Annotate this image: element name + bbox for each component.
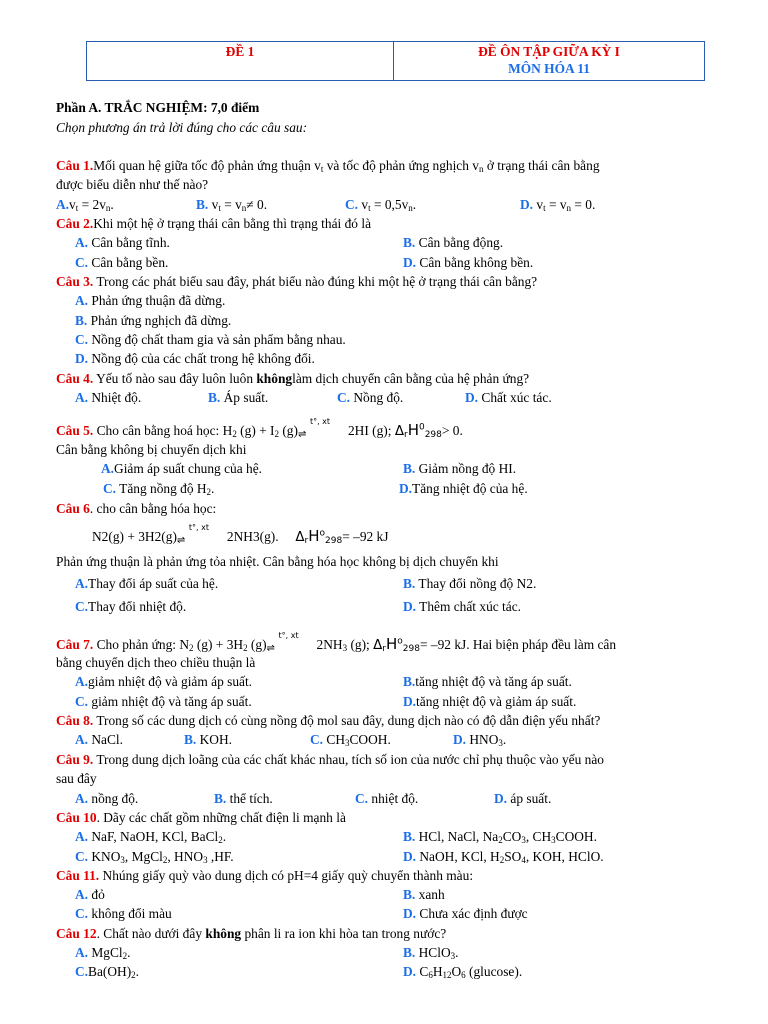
option-text: Phản ứng nghịch đã dừng. xyxy=(90,313,232,328)
question-12 xyxy=(56,925,446,942)
enthalpy-symbol: $\Delta_rH^o_{298}$ xyxy=(373,635,420,654)
q1-option-a[interactable]: $A.v_t = 2v_n$. xyxy=(56,197,114,213)
q9-option-d[interactable] xyxy=(494,790,551,807)
q12-option-b[interactable]: B. HClO$_3$. xyxy=(403,945,459,961)
part-title: Phần A. TRẮC NGHIỆM: 7,0 điểm xyxy=(56,100,260,115)
q6-option-a[interactable] xyxy=(75,575,218,592)
option-letter: C. xyxy=(355,791,369,806)
option-text: tăng nhiệt độ và giảm áp suất. xyxy=(416,694,577,709)
option-letter: A. xyxy=(75,791,89,806)
option-letter: B. xyxy=(403,674,416,689)
option-letter: B. xyxy=(403,887,416,902)
q10-option-c[interactable]: C. $KNO_3$, MgCl$_2$, $HNO_3$ ,HF. xyxy=(75,849,234,865)
q11-option-a[interactable] xyxy=(75,886,105,903)
question-text: phân li ra ion khi hòa tan trong nước? xyxy=(241,926,447,941)
option-letter: C. xyxy=(75,964,89,979)
option-letter: B. xyxy=(208,390,221,405)
option-letter: B. xyxy=(403,235,416,250)
equilibrium-arrow-icon: t°, xt ⇌ xyxy=(266,631,299,654)
option-letter: A. xyxy=(75,235,89,250)
option-text: Tăng nồng độ H xyxy=(119,481,207,496)
q1-option-c[interactable]: C. $v_t = 0,5v_n$. xyxy=(345,197,417,213)
question-text: và tốc độ phản ứng nghịch v xyxy=(323,158,479,173)
option-letter: A. xyxy=(75,390,89,405)
option-letter: A. xyxy=(75,732,89,747)
question-text: . Dãy các chất gồm những chất điện li mạnh là xyxy=(96,810,346,825)
q11-option-c[interactable] xyxy=(75,905,172,922)
q1-option-b[interactable]: B. $v_t = v_n\ne 0$. xyxy=(196,197,268,213)
question-6 xyxy=(56,500,216,517)
option-letter: B. xyxy=(196,197,209,212)
q2-option-b[interactable] xyxy=(403,234,503,251)
option-text: đỏ xyxy=(91,887,105,902)
q12-option-c[interactable]: $C.Ba(OH)_2$. xyxy=(75,964,140,980)
question-label: Câu 9. xyxy=(56,752,94,767)
option-text: Giảm nồng độ HI. xyxy=(418,461,517,476)
option-letter: B. xyxy=(214,791,227,806)
option-text: Phản ứng thuận đã dừng. xyxy=(91,293,226,308)
question-text: Trong các phát biểu sau đây, phát biểu nào đúng khi một hệ ở trạng thái cân bằng? xyxy=(93,274,538,289)
q7-option-d[interactable] xyxy=(403,693,576,710)
exam-title-line1: ĐỀ ÔN TẬP GIỮA KỲ I xyxy=(478,44,620,59)
q2-option-a[interactable] xyxy=(75,234,170,251)
q8-option-a[interactable] xyxy=(75,731,123,748)
option-text: nhiệt độ. xyxy=(371,791,419,806)
question-label: Câu 11. xyxy=(56,868,100,883)
question-label: Câu 8. xyxy=(56,713,94,728)
option-letter: C. xyxy=(337,390,351,405)
option-text: KOH. xyxy=(199,732,232,747)
option-letter: C. xyxy=(310,732,324,747)
question-text: = –92 kJ. Hai biện pháp đều làm cân xyxy=(419,637,617,652)
option-letter: B. xyxy=(184,732,197,747)
question-label: Câu 12 xyxy=(56,926,97,941)
option-letter: C. xyxy=(75,694,89,709)
option-letter: D. xyxy=(453,732,467,747)
option-text: Giảm áp suất chung của hệ. xyxy=(114,461,263,476)
option-text: xanh xyxy=(418,887,445,902)
option-text: Tăng nhiệt độ của hệ. xyxy=(412,481,528,496)
option-letter: B. xyxy=(403,945,416,960)
q4-option-a[interactable] xyxy=(75,389,141,406)
q12-option-a[interactable]: A. MgCl$_2$. xyxy=(75,945,131,961)
q6-option-c[interactable] xyxy=(75,598,186,615)
q8-option-c[interactable]: C. $CH_3COOH$. xyxy=(310,732,391,748)
option-text: Cân bằng không bền. xyxy=(419,255,534,270)
option-letter: A. xyxy=(75,945,89,960)
q5-option-c[interactable]: C. Tăng nồng độ $H_2$. xyxy=(103,481,215,497)
equation-left: N2(g) + 3H2(g) xyxy=(92,529,177,544)
question-text: Trong số các dung dịch có cùng nồng độ mol sau đây, dung dịch nào có độ dẫn điện yếu nhất? xyxy=(93,713,601,728)
question-6-line2: Phản ứng thuận là phản ứng tỏa nhiệt. Cân bằng hóa học không bị dịch chuyển khi xyxy=(56,554,499,569)
option-letter: D. xyxy=(403,255,417,270)
option-letter: A. xyxy=(101,461,115,476)
option-letter: C. xyxy=(75,255,89,270)
question-text: . Chất nào dưới đây xyxy=(96,926,206,941)
question-5-line2: Cân bằng không bị chuyển dịch khi xyxy=(56,442,247,457)
instruction: Chọn phương án trả lời đúng cho các câu sau: xyxy=(56,120,308,135)
option-letter: A. xyxy=(75,576,89,591)
option-text: Nồng độ của các chất trong hệ không đổi. xyxy=(91,351,315,366)
question-6-equation xyxy=(92,523,389,546)
q4-option-b[interactable] xyxy=(208,389,268,406)
option-text: giảm nhiệt độ và giảm áp suất. xyxy=(88,674,253,689)
option-text: Áp suất. xyxy=(223,390,269,405)
question-label: Câu 3. xyxy=(56,274,94,289)
option-letter: C. xyxy=(75,332,89,347)
question-text: Yếu tố nào sau đây luôn luôn xyxy=(93,371,257,386)
option-letter: C. xyxy=(75,849,89,864)
equilibrium-arrow-icon: t°, xt ⇌ xyxy=(176,523,209,546)
question-label: Câu 6 xyxy=(56,501,90,516)
option-letter: B. xyxy=(75,313,88,328)
option-letter: C. xyxy=(345,197,359,212)
option-text: tăng nhiệt độ và tăng áp suất. xyxy=(415,674,572,689)
q3-option-d[interactable] xyxy=(75,350,315,367)
enthalpy-symbol: $\Delta_rH^o_{298}$ xyxy=(295,527,343,546)
q3-option-a[interactable] xyxy=(75,292,225,309)
option-text: thể tích. xyxy=(229,791,273,806)
question-emphasis: không xyxy=(205,926,242,941)
q4-option-c[interactable] xyxy=(337,389,403,406)
option-text: Chất xúc tác. xyxy=(481,390,552,405)
question-text: . cho cân bằng hóa học: xyxy=(89,501,217,516)
q5-option-a[interactable] xyxy=(101,460,262,477)
q10-option-b[interactable]: B. HCl, NaCl, $Na_2CO_3$, $CH_3COOH$. xyxy=(403,829,597,845)
question-label: Câu 7. xyxy=(56,637,94,652)
option-text: Nồng độ. xyxy=(353,390,404,405)
q5-option-b[interactable] xyxy=(403,460,516,477)
option-text: áp suất. xyxy=(510,791,552,806)
option-letter: D. xyxy=(75,351,89,366)
question-9 xyxy=(56,751,604,768)
option-text: Thay đổi nhiệt độ. xyxy=(88,599,187,614)
option-letter: B. xyxy=(403,829,416,844)
question-text: Mối quan hệ giữa tốc độ phản ứng thuận v xyxy=(93,158,321,173)
option-text: Cân bằng tĩnh. xyxy=(91,235,170,250)
q6-option-d[interactable] xyxy=(403,598,521,615)
option-letter: A. xyxy=(75,674,89,689)
option-text: Cân bằng động. xyxy=(418,235,504,250)
q2-option-d[interactable] xyxy=(403,254,533,271)
option-letter: D. xyxy=(465,390,479,405)
question-8 xyxy=(56,712,600,729)
question-5: Câu 5. Cho cân bằng hoá học: $H_2$ $(g) + I_2$ (g) t°, xt ⇌ 2HI (g); $\Delta_rH^0_{298}> 0$. xyxy=(56,417,463,440)
option-letter: C. xyxy=(103,481,117,496)
question-text: ở trạng thái cân bằng xyxy=(483,158,600,173)
option-text: Nồng độ chất tham gia và sản phẩm bằng nhau. xyxy=(91,332,346,347)
header-table xyxy=(86,41,705,81)
option-letter: A. xyxy=(75,293,89,308)
q4-option-d[interactable] xyxy=(465,389,552,406)
q7-option-c[interactable] xyxy=(75,693,252,710)
question-7-line2: bằng chuyển dịch theo chiều thuận là xyxy=(56,655,256,670)
option-letter: D. xyxy=(403,906,417,921)
question-3 xyxy=(56,273,537,290)
exam-subject: MÔN HÓA 11 xyxy=(508,61,590,76)
option-letter: D. xyxy=(399,481,413,496)
question-text: Trong dung dịch loãng của các chất khác nhau, tích số ion của nước chỉ phụ thuộc vào yếu nào xyxy=(93,752,604,767)
q9-option-c[interactable] xyxy=(355,790,418,807)
option-text: không đổi màu xyxy=(91,906,172,921)
option-letter: A. xyxy=(56,197,70,212)
option-letter: D. xyxy=(520,197,534,212)
option-letter: D. xyxy=(403,964,417,979)
exam-number: ĐỀ 1 xyxy=(87,42,394,80)
question-2 xyxy=(56,215,371,232)
option-text: Nhiệt độ. xyxy=(91,390,142,405)
equation-right: 2NH3(g). xyxy=(226,529,279,544)
option-text: Thay đổi nồng độ N2. xyxy=(418,576,537,591)
q11-option-b[interactable] xyxy=(403,886,445,903)
option-text: Thay đổi áp suất của hệ. xyxy=(88,576,219,591)
option-text: HNO xyxy=(469,732,499,747)
question-label: Câu 1. xyxy=(56,158,94,173)
option-letter: A. xyxy=(75,829,89,844)
option-text: Cân bằng bền. xyxy=(91,255,169,270)
q8-option-b[interactable] xyxy=(184,731,232,748)
exam-title xyxy=(394,42,704,80)
question-label: Câu 4. xyxy=(56,371,94,386)
enthalpy-symbol: $\Delta_rH^0_{298}$ xyxy=(394,421,442,440)
option-letter: A. xyxy=(75,887,89,902)
option-letter: D. xyxy=(494,791,508,806)
option-letter: B. xyxy=(403,576,416,591)
option-text: Chưa xác định được xyxy=(419,906,528,921)
q10-option-d[interactable]: D. NaOH, KCl, $H_2SO_4$, KOH, HClO. xyxy=(403,849,604,865)
question-4 xyxy=(56,370,529,387)
question-label: Câu 10 xyxy=(56,810,97,825)
question-1-line2: được biểu diễn như thế nào? xyxy=(56,177,209,192)
enthalpy-value: = –92 kJ xyxy=(342,529,389,544)
q7-option-b[interactable] xyxy=(403,673,572,690)
q10-option-a[interactable]: A. NaF, NaOH, KCl, BaCl$_2$. xyxy=(75,829,227,845)
q1-option-d[interactable]: D. $v_t = v_n = 0$. xyxy=(520,197,596,213)
question-text: Cho phản ứng: N xyxy=(93,637,189,652)
option-letter: D. xyxy=(403,849,417,864)
q12-option-d[interactable]: D. $C_6H_{12}O_6$ (glucose). xyxy=(403,964,523,980)
q7-option-a[interactable] xyxy=(75,673,252,690)
question-9-line2: sau đây xyxy=(56,771,97,786)
option-text: giảm nhiệt độ và tăng áp suất. xyxy=(91,694,252,709)
question-11 xyxy=(56,867,473,884)
q9-option-b[interactable] xyxy=(214,790,273,807)
option-letter: C. xyxy=(75,906,89,921)
q6-option-b[interactable] xyxy=(403,575,536,592)
question-1: Câu 1.Mối quan hệ giữa tốc độ phản ứng thuận $v_t$ và tốc độ phản ứng nghịch $v_n$ ở trạng thái cân bằng xyxy=(56,158,600,174)
equilibrium-arrow-icon: t°, xt ⇌ xyxy=(297,417,331,440)
question-emphasis: không xyxy=(256,371,293,386)
question-text: Khi một hệ ở trạng thái cân bằng thì trạng thái đó là xyxy=(93,216,372,231)
q3-option-c[interactable] xyxy=(75,331,346,348)
question-7: Câu 7. Cho phản ứng: $N_2$ $(g) + 3H_2$ (g) t°, xt ⇌ $2NH_3$ (g); $\Delta_rH^o_{298}= -92$ kJ. Hai biện pháp đều làm cân xyxy=(56,631,617,654)
question-10 xyxy=(56,809,346,826)
q5-option-d[interactable] xyxy=(399,480,528,497)
question-text: Cho cân bằng hoá học: H xyxy=(93,423,233,438)
question-label: Câu 2. xyxy=(56,216,94,231)
option-text: CH xyxy=(326,732,345,747)
option-text: Thêm chất xúc tác. xyxy=(419,599,522,614)
option-letter: B. xyxy=(403,461,416,476)
option-text: NaCl. xyxy=(91,732,124,747)
q8-option-d[interactable]: D. $HNO_3$. xyxy=(453,732,507,748)
option-letter: D. xyxy=(403,694,417,709)
question-label: Câu 5. xyxy=(56,423,94,438)
question-text: làm dịch chuyển cân bằng của hệ phản ứng? xyxy=(292,371,530,386)
option-letter: C. xyxy=(75,599,89,614)
question-text: Nhúng giấy quỳ vào dung dịch có pH=4 giấy quỳ chuyển thành màu: xyxy=(99,868,474,883)
option-text: nồng độ. xyxy=(91,791,139,806)
option-letter: D. xyxy=(403,599,417,614)
q2-option-c[interactable] xyxy=(75,254,168,271)
q3-option-b[interactable] xyxy=(75,312,231,329)
q11-option-d[interactable] xyxy=(403,905,528,922)
q9-option-a[interactable] xyxy=(75,790,138,807)
